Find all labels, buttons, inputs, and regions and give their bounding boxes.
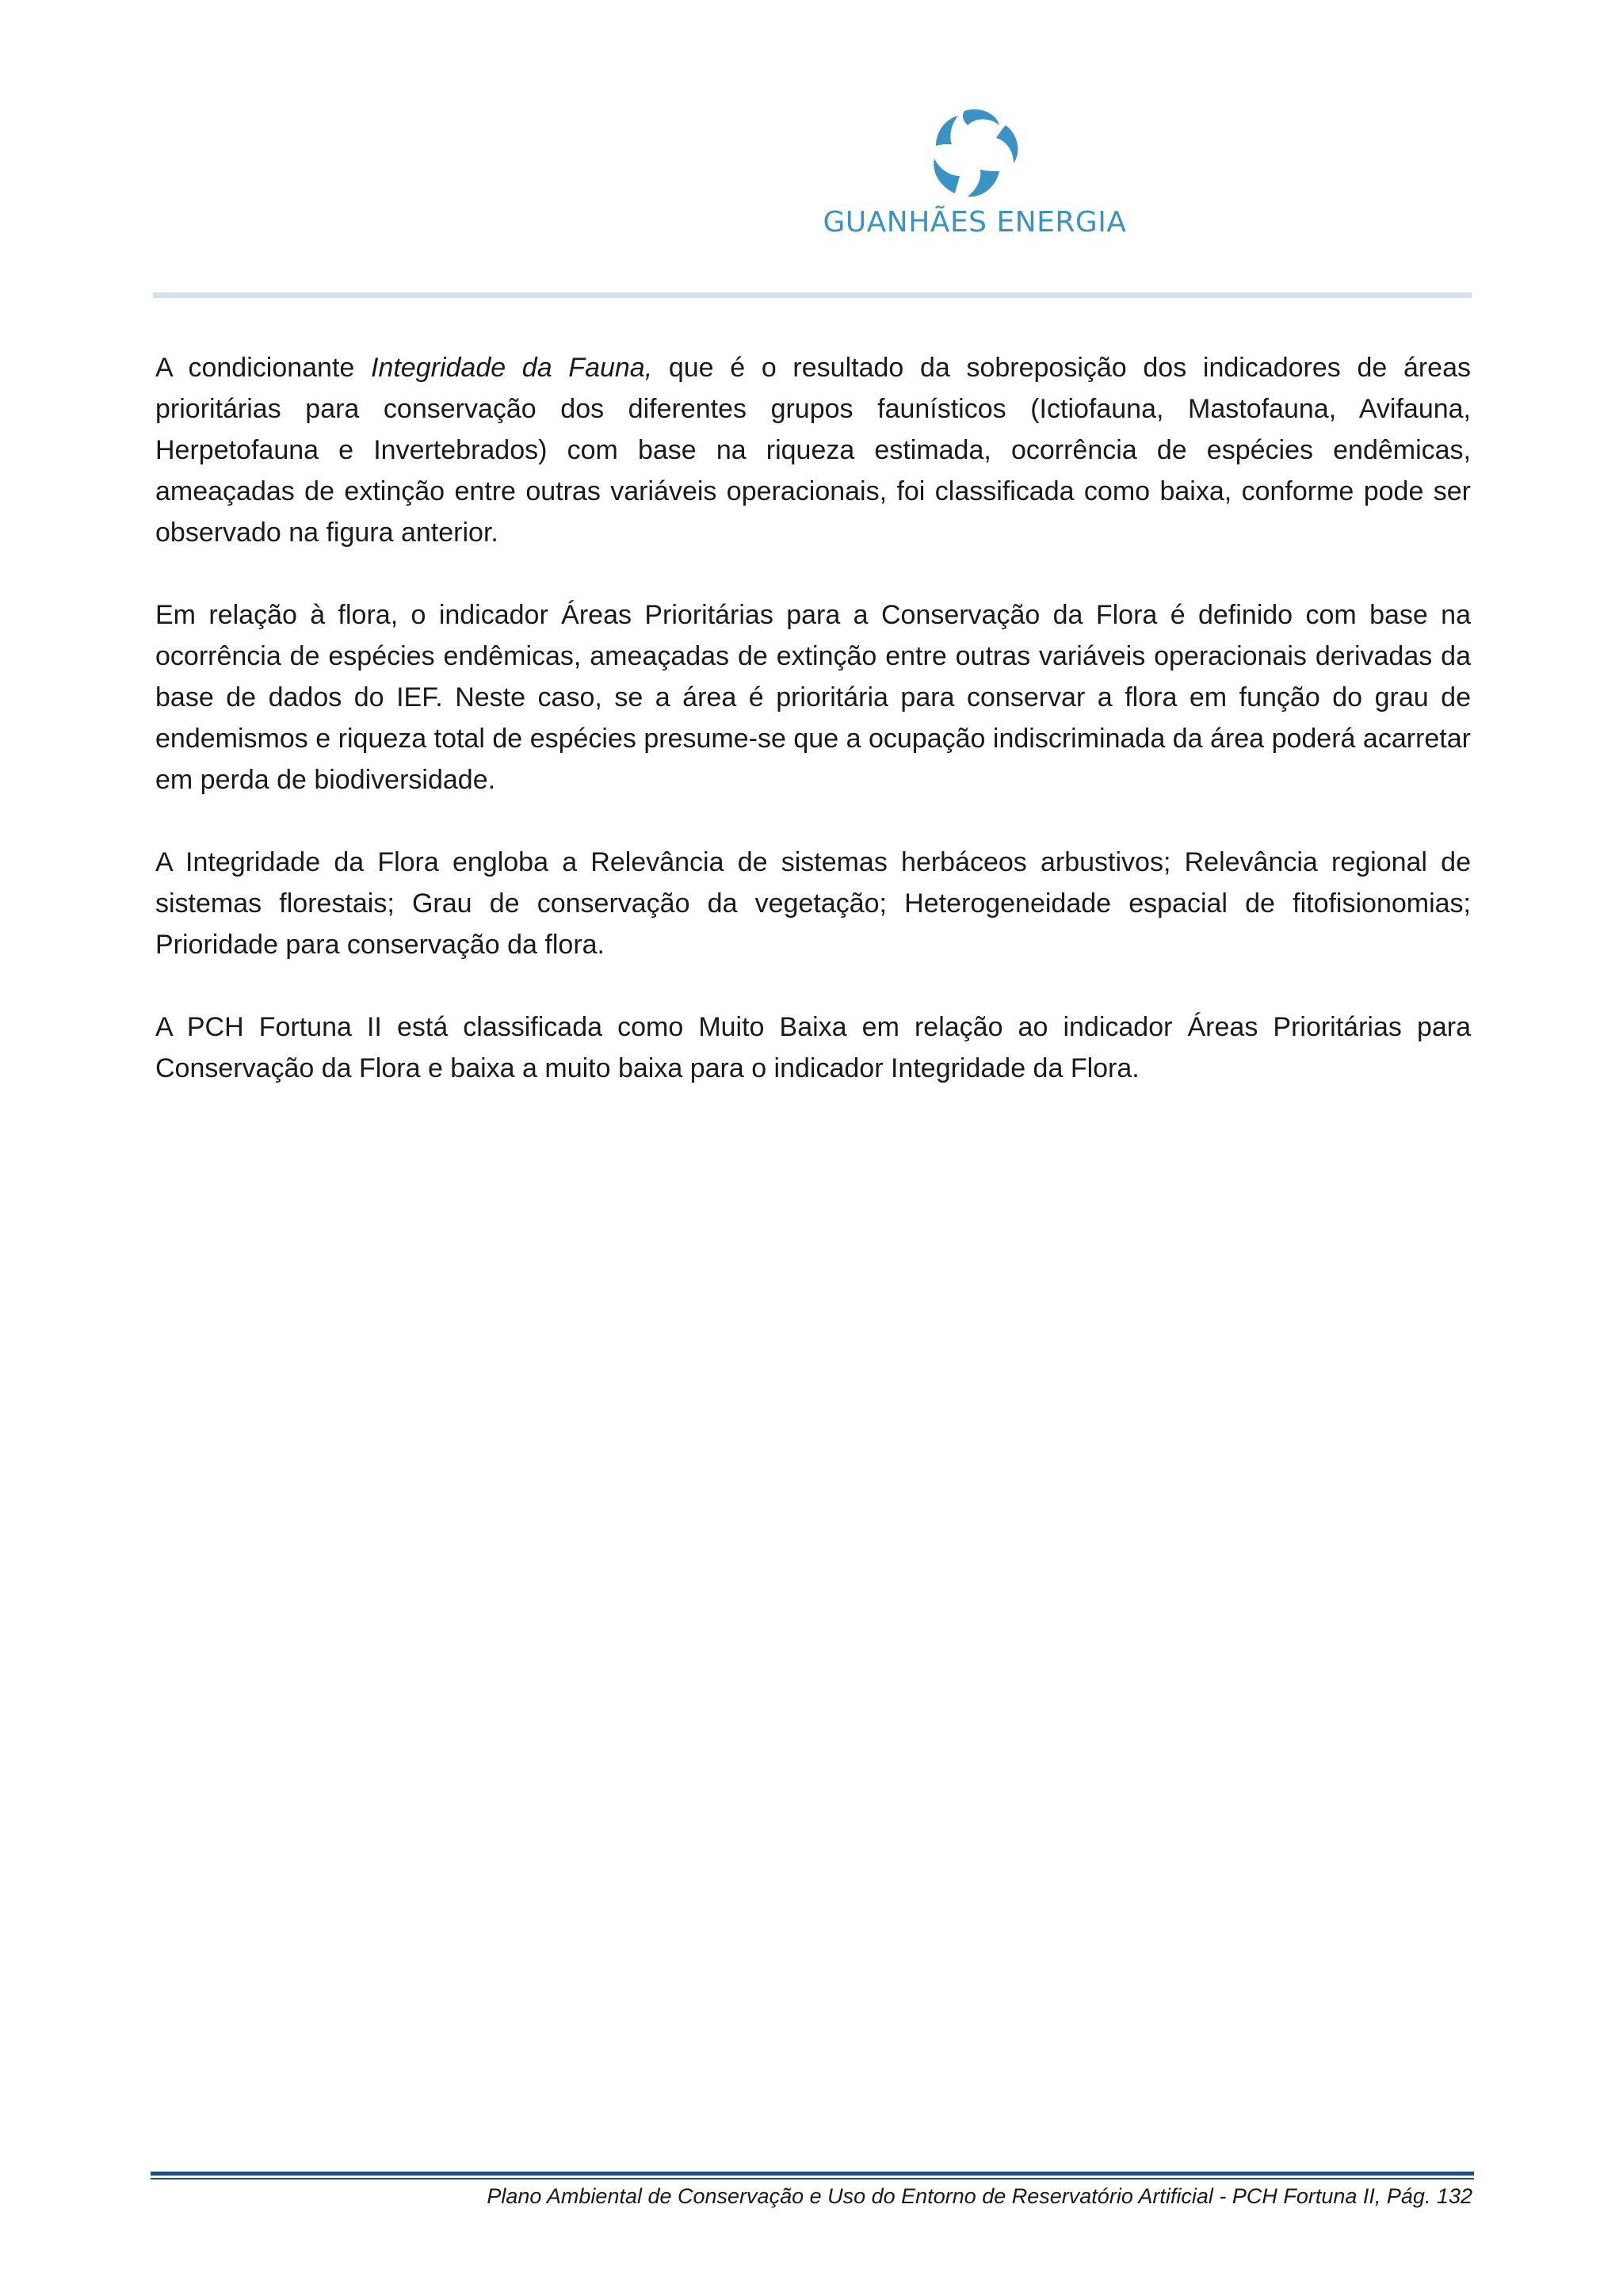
guanhaes-energia-logo-icon bbox=[923, 108, 1026, 203]
paragraph-fauna bbox=[155, 347, 1471, 553]
paragraph-pch-classification: A PCH Fortuna II está classificada como Muito Baixa em relação ao indicador Áreas Prioritárias para Conservação da Flora e baixa a muito baixa para o indicador Integridade da Flora. bbox=[155, 1012, 1471, 1083]
paragraph-fauna-rest: que é o resultado da sobreposição dos indicadores de áreas prioritárias para conservação dos diferentes grupos faunísticos (Ictiofauna, Mastofauna, Avifauna, Herpetofauna e Invertebrados) com base na riqueza estimada, ocorrência de espécies endêmicas, ameaçadas de extinção entre outras variáveis operacionais, foi classificada como baixa, conforme pode ser observado na figura anterior. bbox=[155, 353, 1472, 548]
footer-divider-thin bbox=[151, 2178, 1474, 2179]
footer-divider-thick bbox=[151, 2172, 1474, 2176]
logo-text: GUANHÃES ENERGIA bbox=[823, 206, 1127, 239]
header-divider bbox=[153, 292, 1472, 298]
paragraph-fauna-emphasis: Integridade da Fauna, bbox=[371, 353, 653, 383]
paragraph-fauna-intro: A condicionante bbox=[155, 353, 371, 383]
paragraph-flora-integrity: A Integridade da Flora engloba a Relevância de sistemas herbáceos arbustivos; Relevância regional de sistemas florestais; Grau de conservação da vegetação; Heterogeneidade espacial de fitofisionomias; Prioridade para conservação da flora. bbox=[155, 847, 1471, 960]
paragraph-flora-priority: Em relação à flora, o indicador Áreas Prioritárias para a Conservação da Flora é definido com base na ocorrência de espécies endêmicas, ameaçadas de extinção entre outras variáveis operacionais derivadas da base de dados do IEF. Neste caso, se a área é prioritária para conservar a flora em função do grau de endemismos e riqueza total de espécies presume-se que a ocupação indiscriminada da área poderá acarretar em perda de biodiversidade. bbox=[155, 600, 1471, 795]
company-logo bbox=[816, 108, 1133, 250]
page-footer: Plano Ambiental de Conservação e Uso do Entorno de Reservatório Artificial - PCH Fortuna II, Pág. 132 bbox=[487, 2184, 1472, 2208]
document-body bbox=[155, 347, 1471, 1130]
